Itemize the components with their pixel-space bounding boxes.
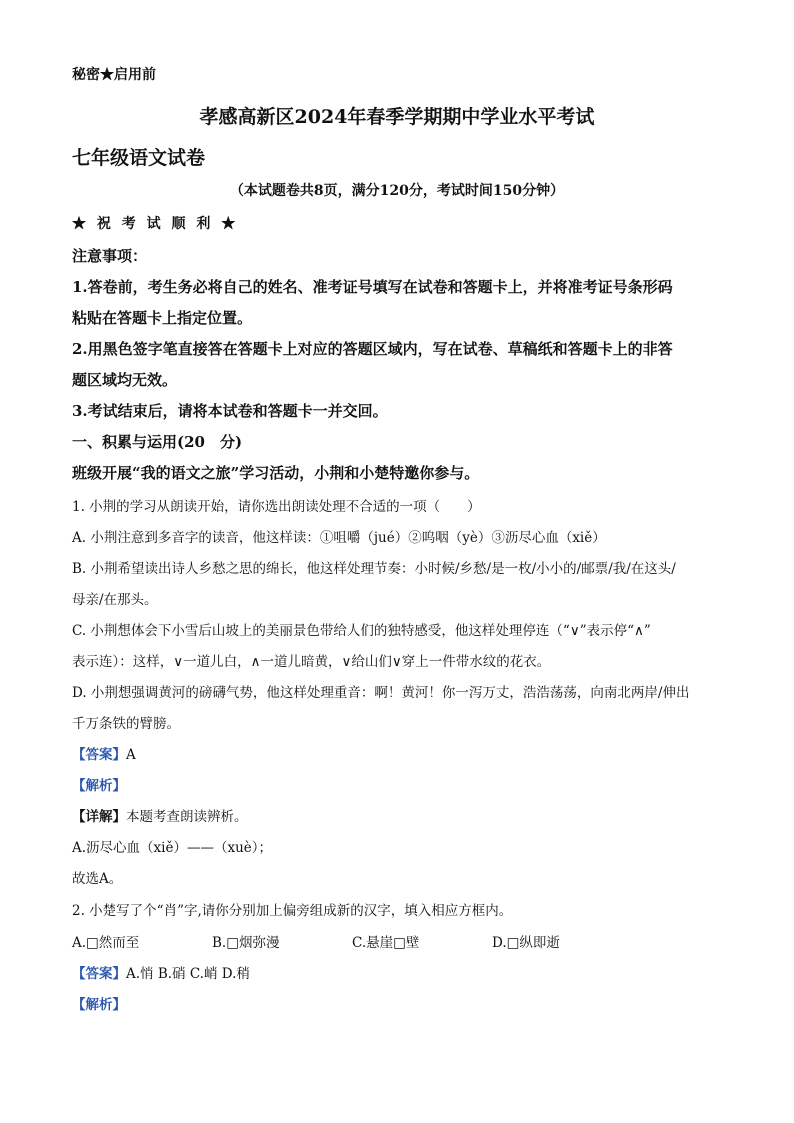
q1-option-d-line-2: 千万条铁的臂膀。 <box>72 716 180 732</box>
q1-answer: A <box>126 747 136 763</box>
section-1-intro: 班级开展“我的语文之旅”学习活动，小荆和小楚特邀你参与。 <box>72 464 480 482</box>
q1-option-c-line-1: C. 小荆想体会下小雪后山坡上的美丽景色带给人们的独特感受，他这样处理停连（“∨”表示停“∧” <box>72 623 651 639</box>
q1-answer-line <box>72 743 136 763</box>
exam-title: 孝感高新区2024年春季学期期中学业水平考试 <box>199 106 595 128</box>
q2-choice-a: A.□然而至 <box>72 935 140 951</box>
analysis-tag: 【解析】 <box>72 778 126 794</box>
q1-detail-line <box>72 805 248 825</box>
q1-option-b-line-1: B. 小荆希望读出诗人乡愁之思的绵长，他这样处理节奏：小时候/乡愁/是一枚/小小的/邮票/我/在这头/ <box>72 561 676 577</box>
q2-choice-c: C.悬崖□壁 <box>352 935 420 951</box>
q2-stem: 2. 小楚写了个“肖”字,请你分别加上偏旁组成新的汉字，填入相应方框内。 <box>72 903 513 919</box>
secret-label: 秘密★启用前 <box>72 67 156 83</box>
notice-item-1-line-1: 1.答卷前，考生务必将自己的姓名、准考证号填写在试卷和答题卡上，并将准考证号条形码 <box>72 278 673 296</box>
q2-answer: A.悄 B.硝 C.峭 D.稍 <box>126 966 250 982</box>
section-1-heading: 一、积累与运用(20 分) <box>72 433 243 451</box>
detail-tag: 【详解】 <box>72 809 126 825</box>
answer-tag: 【答案】 <box>72 747 126 763</box>
q2-answer-line <box>72 962 250 982</box>
exam-info: （本试题卷共8页，满分120分，考试时间150分钟） <box>229 183 565 199</box>
q2-choice-d: D.□纵即逝 <box>492 935 560 951</box>
notice-heading: 注意事项： <box>72 247 148 265</box>
q1-stem: 1. 小荆的学习从朗读开始，请你选出朗读处理不合适的一项（ ） <box>72 499 481 515</box>
q1-option-d-line-1: D. 小荆想强调黄河的磅礴气势，他这样处理重音：啊！黄河！你一泻万丈，浩浩荡荡，向南北两岸/伸出 <box>72 685 690 701</box>
notice-item-1-line-2: 粘贴在答题卡上指定位置。 <box>72 309 253 327</box>
notice-item-3: 3.考试结束后，请将本试卷和答题卡一并交回。 <box>72 402 388 420</box>
notice-item-2-line-1: 2.用黑色签字笔直接答在答题卡上对应的答题区域内，写在试卷、草稿纸和答题卡上的非答 <box>72 340 673 358</box>
answer-tag: 【答案】 <box>72 966 126 982</box>
q1-analysis-line <box>72 774 126 794</box>
analysis-tag: 【解析】 <box>72 997 126 1013</box>
good-luck-line: ★ 祝 考 试 顺 利 ★ <box>72 216 239 232</box>
q2-analysis-line <box>72 993 126 1013</box>
q1-option-c-line-2: 表示连）：这样，∨一道儿白，∧一道儿暗黄，∨给山们∨穿上一件带水纹的花衣。 <box>72 654 551 670</box>
q1-option-b-line-2: 母亲/在那头。 <box>72 592 158 608</box>
q2-choice-b: B.□烟弥漫 <box>212 935 280 951</box>
q1-detail-a: A.沥尽心血（xiě）——（xuè）； <box>72 840 273 856</box>
exam-subtitle: 七年级语文试卷 <box>72 147 206 169</box>
notice-item-2-line-2: 题区域均无效。 <box>72 371 178 389</box>
q1-option-a: A. 小荆注意到多音字的读音，他这样读：①咀嚼（jué）②呜咽（yè）③沥尽心血（xiě） <box>72 530 606 546</box>
q1-detail: 本题考查朗读辨析。 <box>126 809 248 825</box>
q1-conclusion: 故选A。 <box>72 871 123 887</box>
